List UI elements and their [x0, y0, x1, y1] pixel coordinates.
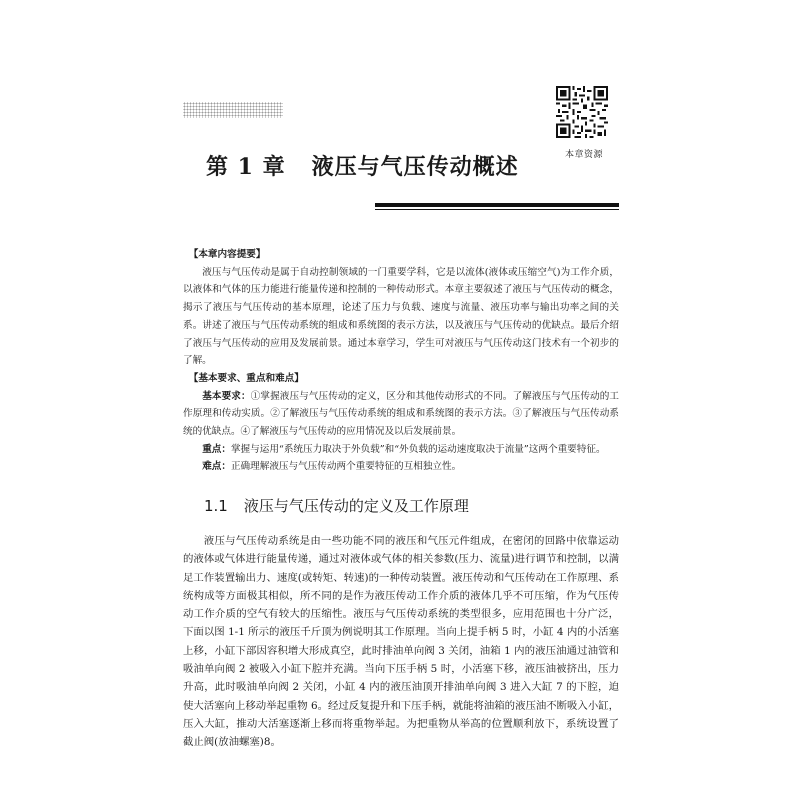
- section-number: 1.1: [204, 497, 228, 515]
- chapter-number: 第 1 章: [206, 154, 286, 180]
- chapter-title: [206, 150, 519, 181]
- basic-requirements-text: ①掌握液压与气压传动的定义，区分和其他传动形式的不同。了解液压与气压传动的工作原理和传动实质。②了解液压与气压传动系统的组成和系统图的表示方法。③了解液压与气压传动系统的优缺点。④了解液压与气压传动的应用情况及以后发展前景。: [183, 390, 620, 438]
- difficult-points: [183, 458, 619, 476]
- qr-caption: 本章资源: [564, 150, 603, 160]
- qr-code-icon[interactable]: [556, 86, 608, 138]
- section-name: 液压与气压传动的定义及工作原理: [243, 497, 469, 515]
- basic-requirements: [183, 388, 619, 441]
- key-points-label: 重点：: [202, 443, 231, 455]
- section-body: [183, 532, 619, 752]
- decorative-dot-bar: [183, 102, 283, 118]
- summary-heading: 【本章内容提要】: [188, 249, 266, 260]
- title-rule-thick: [375, 203, 619, 207]
- difficult-points-text: 正确理解液压与气压传动两个重要特征的互相独立性。: [230, 461, 462, 473]
- chapter-name: 液压与气压传动概述: [311, 154, 519, 180]
- summary-intro: 液压与气压传动是属于自动控制领域的一门重要学科，它是以流体(液体或压缩空气)为工作介质，以液体和气体的压力能进行能量传递和控制的一种传动形式。本章主要叙述了液压与气压传动的概念，揭示了液压与气压传动的基本原理，论述了压力与负载、速度与流量、液压功率与输出功率之间的关系。讲述了液压与气压传动系统的组成和系统图的表示方法，以及液压与气压传动的优缺点。最后介绍了液压与气压传动的应用及发展前景。通过本章学习，学生可对液压与气压传动这门技术有一个初步的了解。: [183, 266, 619, 367]
- key-points: [183, 441, 619, 459]
- difficult-points-label: 难点：: [202, 461, 231, 473]
- chapter-summary: [183, 246, 619, 476]
- title-rule-thin: [375, 209, 619, 210]
- section-title: [204, 495, 469, 516]
- body-paragraph: 液压与气压传动系统是由一些功能不同的液压和气压元件组成，在密闭的回路中依靠运动的液体或气体进行能量传递，通过对液体或气体的相关参数(压力、流量)进行调节和控制，以满足工作装置输出力、速度(或转矩、转速)的一种传动装置。液压传动和气压传动在工作原理、系统构成等方面极其相似，所不同的是作为液压传动工作介质的液体几乎不可压缩，作为气压传动工作介质的空气有较大的压缩性。液压与气压传动系统的类型很多，应用范围也十分广泛，下面以图 1-1 所示的液压千斤顶为例说明其工作原理。当向上提手柄 5 时，小缸 4 内的小活塞上移，小缸下部因容积增大形成真空，此时排油单向阀 3 关闭，油箱 1 内的液压油通过油管和吸油单向阀 2 被吸入小缸下腔并充满。当向下压手柄 5 时，小活塞下移，液压油被挤出，压力升高，此时吸油单向阀 2 关闭，小缸 4 内的液压油顶开排油单向阀 3 进入大缸 7 的下腔，迫使大活塞向上移动举起重物 6。经过反复提升和下压手柄，就能将油箱的液压油不断吸入小缸，压入大缸，推动大活塞逐渐上移而将重物举起。为把重物从举高的位置顺利放下，系统设置了截止阀(放油螺塞)8。: [183, 535, 619, 749]
- basic-requirements-label: 基本要求：: [202, 390, 251, 402]
- requirements-heading: 【基本要求、重点和难点】: [188, 372, 304, 384]
- key-points-text: 掌握与运用“系统压力取决于外负载”和“外负载的运动速度取决于流量”这两个重要特征。: [230, 443, 606, 455]
